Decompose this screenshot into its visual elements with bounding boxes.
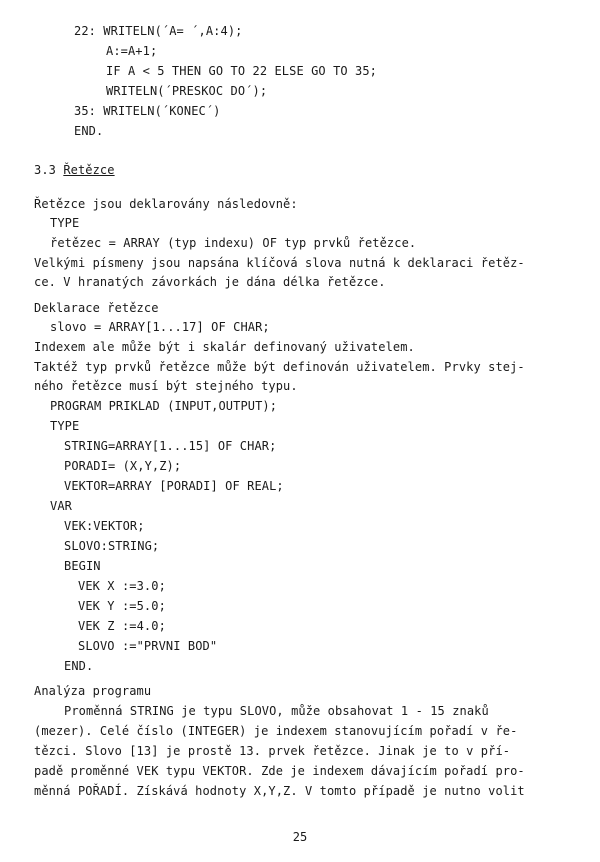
code-line: TYPE	[50, 216, 80, 230]
text-line: Deklarace řetězce	[34, 301, 159, 315]
code-line: WRITELN(´PRESKOC DO´);	[106, 84, 268, 98]
text-line: Taktéž typ prvků řetězce může být definován uživatelem. Prvky stej-	[34, 360, 525, 374]
text-line: Indexem ale může být i skalár definovaný uživatelem.	[34, 340, 415, 354]
text-line: padě proměnné VEK typu VEKTOR. Zde je indexem dávajícím pořadí pro-	[34, 764, 525, 778]
text-line: Velkými písmeny jsou napsána klíčová slova nutná k deklaraci řetěz-	[34, 256, 525, 270]
code-line: PORADI= (X,Y,Z);	[64, 459, 182, 473]
page-number: 25	[292, 830, 308, 844]
text-line: tězci. Slovo [13] je prostě 13. prvek řetězce. Jinak je to v pří-	[34, 744, 511, 758]
text-line: Proměnná STRING je typu SLOVO, může obsahovat 1 - 15 znaků	[64, 704, 489, 718]
code-line: VEKTOR=ARRAY [PORADI] OF REAL;	[64, 479, 284, 493]
code-line: řetězec = ARRAY (typ indexu) OF typ prvků řetězce.	[50, 236, 417, 250]
section-number: 3.3	[34, 163, 56, 177]
code-line: SLOVO:STRING;	[64, 539, 160, 553]
code-line: 22: WRITELN(´A= ´,A:4);	[74, 24, 243, 38]
text-line: Řetězce jsou deklarovány následovně:	[34, 197, 298, 211]
section-heading	[34, 163, 115, 177]
subheading: Analýza programu	[34, 684, 152, 698]
code-line: 35: WRITELN(´KONEC´)	[74, 104, 221, 118]
code-line: TYPE	[50, 419, 80, 433]
text-line: ného řetězce musí být stejného typu.	[34, 379, 298, 393]
code-line: VEK Y :=5.0;	[78, 599, 166, 613]
code-line: BEGIN	[64, 559, 101, 573]
code-line: slovo = ARRAY[1...17] OF CHAR;	[50, 320, 270, 334]
code-line: STRING=ARRAY[1...15] OF CHAR;	[64, 439, 277, 453]
code-line: VEK X :=3.0;	[78, 579, 166, 593]
code-line: PROGRAM PRIKLAD (INPUT,OUTPUT);	[50, 399, 278, 413]
text-line: měnná POŘADÍ. Získává hodnoty X,Y,Z. V tomto případě je nutno volit	[34, 784, 525, 798]
code-line: END.	[74, 124, 104, 138]
code-line: IF A < 5 THEN GO TO 22 ELSE GO TO 35;	[106, 64, 378, 78]
text-line: ce. V hranatých závorkách je dána délka řetězce.	[34, 275, 386, 289]
text-line: (mezer). Celé číslo (INTEGER) je indexem stanovujícím pořadí v ře-	[34, 724, 518, 738]
code-line: VAR	[50, 499, 72, 513]
code-line: END.	[64, 659, 94, 673]
code-line: SLOVO :="PRVNI BOD"	[78, 639, 218, 653]
code-line: VEK:VEKTOR;	[64, 519, 145, 533]
code-line: A:=A+1;	[106, 44, 158, 58]
section-title: Řetězce	[63, 163, 115, 177]
code-line: VEK Z :=4.0;	[78, 619, 166, 633]
